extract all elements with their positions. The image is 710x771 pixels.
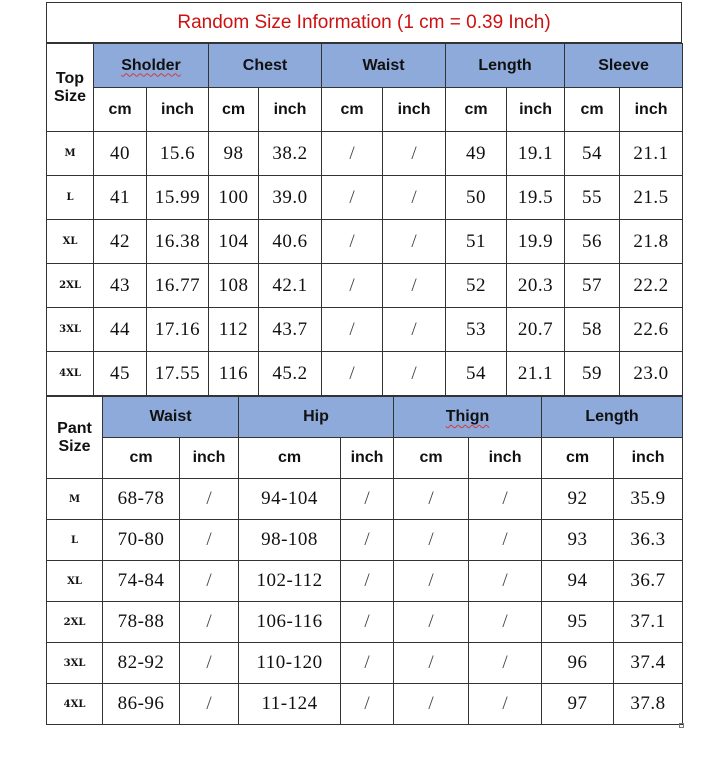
top-value-cell: /: [383, 132, 446, 176]
top-value-cell: 50: [446, 176, 507, 220]
top-size-label-line2: Size: [53, 87, 86, 105]
top-header-shoulder: Sholder: [94, 44, 209, 88]
top-value-cell: 42: [94, 220, 147, 264]
top-value-cell: 17.55: [147, 352, 209, 396]
top-size-cell: 3XL: [47, 308, 94, 352]
pant-value-cell: 36.7: [614, 561, 683, 602]
top-value-cell: 49: [446, 132, 507, 176]
top-unit-header: inch: [147, 88, 209, 132]
pant-value-cell: 102-112: [239, 561, 341, 602]
top-table-row: [47, 308, 683, 352]
top-table-row: [47, 132, 683, 176]
pant-value-cell: /: [180, 684, 239, 725]
pant-unit-header: cm: [239, 438, 341, 479]
top-value-cell: 19.9: [507, 220, 565, 264]
top-value-cell: 15.6: [147, 132, 209, 176]
pant-value-cell: /: [180, 561, 239, 602]
top-header-chest: Chest: [209, 44, 322, 88]
top-value-cell: /: [322, 132, 383, 176]
top-value-cell: 40: [94, 132, 147, 176]
top-value-cell: 54: [446, 352, 507, 396]
top-unit-header: inch: [383, 88, 446, 132]
top-size-cell: M: [47, 132, 94, 176]
top-value-cell: 98: [209, 132, 259, 176]
table-resize-handle: [679, 723, 684, 728]
pant-size-cell: 4XL: [47, 684, 103, 725]
top-value-cell: /: [383, 220, 446, 264]
top-value-cell: 58: [565, 308, 620, 352]
pant-table-row: [47, 520, 683, 561]
pant-value-cell: /: [469, 684, 542, 725]
top-value-cell: 16.77: [147, 264, 209, 308]
top-value-cell: 41: [94, 176, 147, 220]
top-value-cell: 44: [94, 308, 147, 352]
top-value-cell: 52: [446, 264, 507, 308]
pant-value-cell: /: [394, 561, 469, 602]
top-value-cell: /: [322, 220, 383, 264]
top-value-cell: 19.5: [507, 176, 565, 220]
pant-value-cell: 82-92: [103, 643, 180, 684]
pant-unit-header: cm: [394, 438, 469, 479]
top-value-cell: 43: [94, 264, 147, 308]
top-value-cell: 59: [565, 352, 620, 396]
top-value-cell: 53: [446, 308, 507, 352]
top-unit-header: cm: [94, 88, 147, 132]
pant-value-cell: 36.3: [614, 520, 683, 561]
top-value-cell: 112: [209, 308, 259, 352]
top-value-cell: 57: [565, 264, 620, 308]
top-value-cell: /: [322, 264, 383, 308]
top-unit-header: cm: [565, 88, 620, 132]
top-size-table: [46, 43, 683, 396]
pant-value-cell: /: [394, 643, 469, 684]
pant-size-label-line2: Size: [58, 437, 91, 455]
pant-value-cell: 78-88: [103, 602, 180, 643]
pant-header-length: Length: [542, 397, 683, 438]
top-value-cell: /: [322, 308, 383, 352]
pant-value-cell: 97: [542, 684, 614, 725]
top-value-cell: 45.2: [259, 352, 322, 396]
top-table-row: [47, 264, 683, 308]
top-size-cell: 2XL: [47, 264, 94, 308]
top-size-cell: L: [47, 176, 94, 220]
top-value-cell: 45: [94, 352, 147, 396]
pant-value-cell: /: [394, 602, 469, 643]
pant-value-cell: /: [341, 684, 394, 725]
pant-unit-header: inch: [341, 438, 394, 479]
top-value-cell: 40.6: [259, 220, 322, 264]
pant-table-row: [47, 561, 683, 602]
top-value-cell: 39.0: [259, 176, 322, 220]
pant-value-cell: 95: [542, 602, 614, 643]
top-size-cell: XL: [47, 220, 94, 264]
pant-value-cell: 93: [542, 520, 614, 561]
pant-unit-header: inch: [180, 438, 239, 479]
top-table-row: [47, 176, 683, 220]
pant-value-cell: 94: [542, 561, 614, 602]
top-header-length: Length: [446, 44, 565, 88]
top-header-waist: Waist: [322, 44, 446, 88]
top-value-cell: 38.2: [259, 132, 322, 176]
pant-value-cell: 86-96: [103, 684, 180, 725]
top-value-cell: 22.2: [620, 264, 683, 308]
size-chart: [46, 2, 682, 725]
pant-table-row: [47, 643, 683, 684]
pant-unit-header: inch: [614, 438, 683, 479]
pant-header-hip: Hip: [239, 397, 394, 438]
pant-value-cell: 98-108: [239, 520, 341, 561]
pant-value-cell: /: [394, 479, 469, 520]
top-value-cell: /: [383, 264, 446, 308]
pant-value-cell: /: [180, 602, 239, 643]
pant-header-thigh: Thign: [394, 397, 542, 438]
pant-size-cell: 3XL: [47, 643, 103, 684]
top-unit-header: inch: [507, 88, 565, 132]
pant-value-cell: /: [469, 643, 542, 684]
top-unit-header: cm: [446, 88, 507, 132]
top-value-cell: /: [322, 176, 383, 220]
top-value-cell: 21.1: [507, 352, 565, 396]
pant-size-label: [47, 397, 103, 479]
top-value-cell: /: [383, 352, 446, 396]
top-value-cell: /: [322, 352, 383, 396]
top-value-cell: 100: [209, 176, 259, 220]
top-table-row: [47, 352, 683, 396]
top-value-cell: 42.1: [259, 264, 322, 308]
top-value-cell: 104: [209, 220, 259, 264]
pant-unit-header: cm: [542, 438, 614, 479]
top-value-cell: 108: [209, 264, 259, 308]
pant-header-waist: Waist: [103, 397, 239, 438]
pant-value-cell: /: [469, 520, 542, 561]
top-value-cell: 21.5: [620, 176, 683, 220]
pant-value-cell: 68-78: [103, 479, 180, 520]
pant-size-cell: M: [47, 479, 103, 520]
pant-value-cell: /: [341, 479, 394, 520]
chart-title: Random Size Information (1 cm = 0.39 Inch): [46, 2, 682, 43]
pant-value-cell: /: [341, 561, 394, 602]
top-value-cell: 22.6: [620, 308, 683, 352]
top-value-cell: 15.99: [147, 176, 209, 220]
pant-value-cell: /: [469, 479, 542, 520]
top-value-cell: /: [383, 176, 446, 220]
pant-value-cell: /: [180, 643, 239, 684]
pant-size-cell: 2XL: [47, 602, 103, 643]
pant-value-cell: /: [394, 684, 469, 725]
pant-value-cell: /: [180, 479, 239, 520]
top-unit-header: cm: [322, 88, 383, 132]
top-value-cell: 21.1: [620, 132, 683, 176]
pant-value-cell: 106-116: [239, 602, 341, 643]
top-value-cell: 20.3: [507, 264, 565, 308]
top-value-cell: 23.0: [620, 352, 683, 396]
top-size-cell: 4XL: [47, 352, 94, 396]
pant-value-cell: /: [180, 520, 239, 561]
top-table-row: [47, 220, 683, 264]
pant-table-row: [47, 479, 683, 520]
pant-size-cell: L: [47, 520, 103, 561]
top-value-cell: 43.7: [259, 308, 322, 352]
pant-unit-header: inch: [469, 438, 542, 479]
pant-value-cell: 11-124: [239, 684, 341, 725]
top-value-cell: 21.8: [620, 220, 683, 264]
top-value-cell: 51: [446, 220, 507, 264]
top-value-cell: 20.7: [507, 308, 565, 352]
pant-value-cell: 96: [542, 643, 614, 684]
pant-value-cell: /: [469, 561, 542, 602]
pant-value-cell: 70-80: [103, 520, 180, 561]
pant-value-cell: /: [341, 643, 394, 684]
pant-table-row: [47, 602, 683, 643]
top-size-label: [47, 44, 94, 132]
pant-unit-header: cm: [103, 438, 180, 479]
pant-value-cell: 37.4: [614, 643, 683, 684]
pant-value-cell: /: [341, 602, 394, 643]
pant-size-table: [46, 396, 683, 725]
top-value-cell: 56: [565, 220, 620, 264]
top-value-cell: 16.38: [147, 220, 209, 264]
top-value-cell: 17.16: [147, 308, 209, 352]
pant-value-cell: 92: [542, 479, 614, 520]
top-size-label-line1: Top: [55, 69, 85, 87]
top-header-sleeve: Sleeve: [565, 44, 683, 88]
pant-size-cell: XL: [47, 561, 103, 602]
top-value-cell: /: [383, 308, 446, 352]
pant-value-cell: 110-120: [239, 643, 341, 684]
top-value-cell: 54: [565, 132, 620, 176]
top-unit-header: inch: [259, 88, 322, 132]
top-unit-header: inch: [620, 88, 683, 132]
top-value-cell: 116: [209, 352, 259, 396]
pant-value-cell: 37.1: [614, 602, 683, 643]
pant-value-cell: 94-104: [239, 479, 341, 520]
pant-value-cell: 74-84: [103, 561, 180, 602]
pant-value-cell: 37.8: [614, 684, 683, 725]
pant-table-row: [47, 684, 683, 725]
top-value-cell: 55: [565, 176, 620, 220]
top-value-cell: 19.1: [507, 132, 565, 176]
pant-value-cell: 35.9: [614, 479, 683, 520]
pant-value-cell: /: [394, 520, 469, 561]
pant-value-cell: /: [341, 520, 394, 561]
pant-value-cell: /: [469, 602, 542, 643]
top-unit-header: cm: [209, 88, 259, 132]
pant-size-label-line1: Pant: [57, 419, 92, 437]
